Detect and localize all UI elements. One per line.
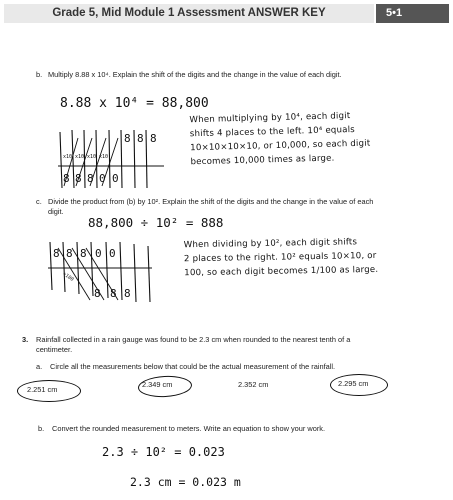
place-value-chart-c [50, 240, 160, 304]
measurement-option: 2.352 cm [238, 380, 269, 389]
header-title: Grade 5, Mid Module 1 Assessment ANSWER KEY [4, 4, 374, 23]
chart-b-top-digit: 8 [137, 132, 144, 145]
part-c-label: c. [36, 197, 42, 206]
chart-c-bottom-digit: 8 [124, 287, 131, 300]
part-3a-prompt: Circle all the measurements below that could be the actual measurement of the rainfall. [50, 362, 336, 371]
part-3b-label: b. [38, 424, 45, 433]
module-badge: 5•1 [376, 4, 449, 23]
chart-b-top-digit: 8 [150, 132, 157, 145]
part-b-explanation [189, 107, 440, 170]
explanation-line: When multiplying by 10⁴, each digit [189, 111, 351, 126]
part-3b-prompt: Convert the rounded measurement to meters. Write an equation to show your work. [52, 424, 326, 433]
chart-c-bottom-digit: 8 [110, 287, 117, 300]
part-c-prompt [48, 197, 448, 217]
chart-c-top-digit: 0 [109, 247, 116, 260]
measurement-option: 2.251 cm [27, 385, 58, 394]
explanation-line: becomes 10,000 times as large. [190, 153, 335, 168]
chart-b-multiplier: x10 [99, 154, 109, 160]
part-b-work-equation: 8.88 x 10⁴ = 88,800 [60, 96, 209, 111]
explanation-line: When dividing by 10², each digit shifts [183, 237, 358, 251]
chart-c-top-digit: 8 [80, 247, 87, 260]
part-c-work-equation: 88,800 ÷ 10² = 888 [88, 215, 224, 230]
chart-b-bottom-digit: 0 [112, 172, 119, 185]
chart-c-top-digit: 0 [95, 247, 102, 260]
chart-b-multiplier: x10 [75, 154, 85, 160]
explanation-line: shifts 4 places to the left. 10⁴ equals [189, 124, 356, 140]
part-b-prompt: Multiply 8.88 x 10⁴. Explain the shift of the digits and the change in the value of each digit. [48, 70, 342, 79]
part-c-explanation [184, 234, 445, 281]
chart-b-top-digit: 8 [124, 132, 131, 145]
place-value-chart-b [58, 128, 166, 190]
chart-b-bottom-digit: 8 [63, 172, 70, 185]
chart-c-top-digit: 8 [53, 247, 60, 260]
chart-b-multiplier: x10 [63, 154, 73, 160]
page-header [4, 4, 449, 23]
part-c-prompt-line: Divide the product from (b) by 10². Explain the shift of the digits and the change in the value of each [48, 197, 374, 206]
chart-b-bottom-digit: 8 [87, 172, 94, 185]
part-3b-answer-equation: 2.3 ÷ 10² = 0.023 [102, 445, 225, 459]
chart-b-bottom-digit: 8 [75, 172, 82, 185]
chart-c-bottom-digit: 8 [94, 287, 101, 300]
question-3-prompt-line: centimeter. [36, 345, 73, 354]
part-3b-answer-conversion: 2.3 cm = 0.023 m [130, 475, 241, 489]
question-3-prompt-line: Rainfall collected in a rain gauge was found to be 2.3 cm when rounded to the nearest tenth of a [36, 335, 351, 344]
chart-c-top-digit: 8 [66, 247, 73, 260]
explanation-line: 2 places to the right. 10² equals 10×10, or [183, 250, 377, 265]
chart-b-bottom-digit: 0 [99, 172, 106, 185]
chart-b-multiplier: x10 [87, 154, 97, 160]
part-c-prompt-line: digit. [48, 207, 64, 216]
measurement-option: 2.295 cm [338, 379, 369, 388]
question-3-number: 3. [22, 335, 29, 344]
explanation-line: 10×10×10×10, or 10,000, so each digit [190, 138, 371, 154]
explanation-line: 100, so each digit becomes 1/100 as large. [184, 264, 379, 279]
part-b-label: b. [36, 70, 43, 79]
measurement-option: 2.349 cm [142, 380, 173, 389]
question-3-prompt [36, 335, 441, 355]
chart-c-divisor: ÷100 [61, 271, 75, 283]
part-3a-label: a. [36, 362, 43, 371]
